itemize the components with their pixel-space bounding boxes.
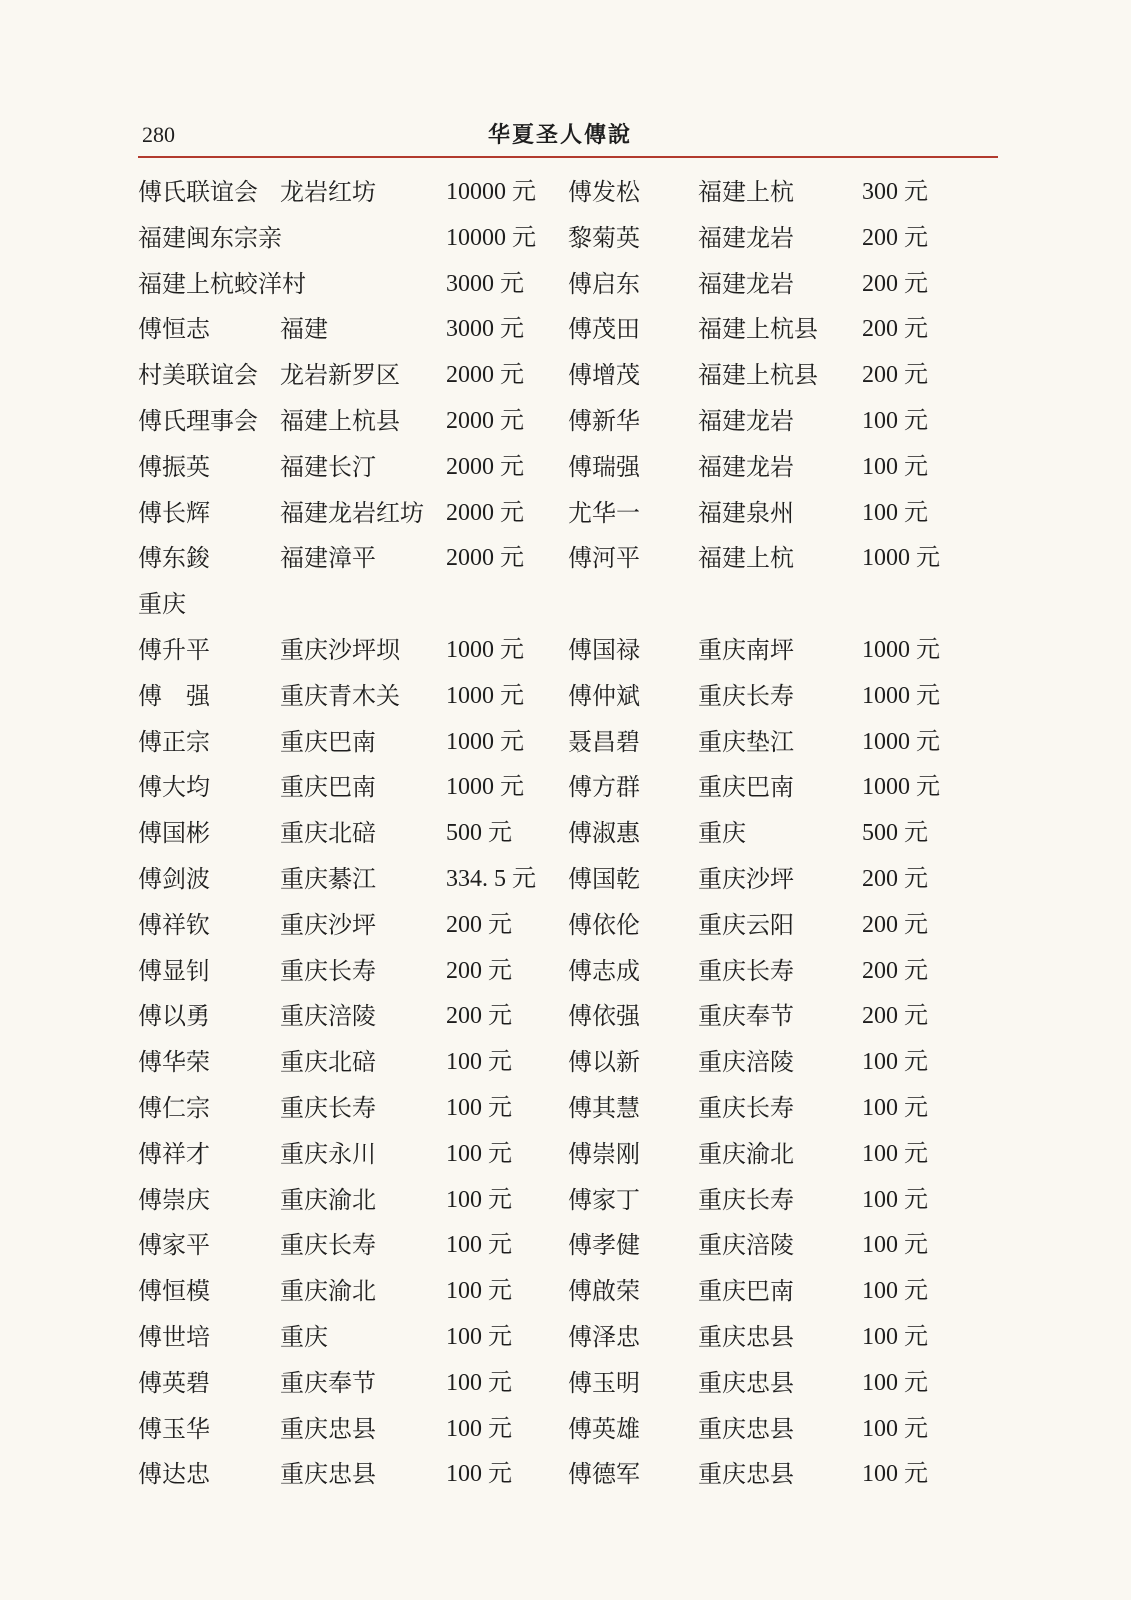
donation-amount: 1000 元 xyxy=(862,682,940,709)
donor-row xyxy=(138,767,998,813)
donor-row xyxy=(138,1180,998,1226)
donor-location: 福建龙岩 xyxy=(698,406,794,435)
donor-location: 重庆忠县 xyxy=(280,1414,376,1443)
donor-list xyxy=(138,172,998,1500)
donor-name: 村美联谊会 xyxy=(138,361,258,390)
donor-row xyxy=(138,1409,998,1455)
donor-location: 重庆 xyxy=(280,1322,328,1351)
donor-name: 傅玉明 xyxy=(568,1368,640,1397)
donation-amount: 2000 元 xyxy=(446,545,524,572)
donor-name: 傅东鋑 xyxy=(138,544,210,573)
donor-row xyxy=(138,172,998,218)
donor-name: 傅氏联谊会 xyxy=(138,178,258,206)
donation-amount: 100 元 xyxy=(862,407,928,434)
donor-name: 傅淑惠 xyxy=(568,819,640,848)
donor-location: 福建泉州 xyxy=(698,498,794,527)
donor-row xyxy=(138,1225,998,1271)
donor-location: 重庆沙坪 xyxy=(698,864,794,893)
donor-location: 重庆长寿 xyxy=(698,681,794,710)
donor-name: 傅依强 xyxy=(568,1002,640,1031)
donor-location: 重庆渝北 xyxy=(698,1139,794,1168)
donor-location: 重庆巴南 xyxy=(698,1277,794,1306)
donor-row xyxy=(138,859,998,905)
donation-amount: 2000 元 xyxy=(446,453,524,480)
donation-amount: 100 元 xyxy=(446,1232,512,1259)
donation-amount: 100 元 xyxy=(446,1140,512,1167)
donation-amount: 200 元 xyxy=(862,865,928,892)
donation-amount: 200 元 xyxy=(862,911,928,938)
donor-location: 重庆长寿 xyxy=(698,1185,794,1214)
donation-amount: 100 元 xyxy=(862,1461,928,1488)
donation-amount: 100 元 xyxy=(862,499,928,526)
donation-amount: 100 元 xyxy=(862,1278,928,1305)
donation-amount: 100 元 xyxy=(446,1186,512,1213)
donation-amount: 1000 元 xyxy=(446,728,524,755)
donor-location: 重庆长寿 xyxy=(280,956,376,985)
page-header xyxy=(138,112,998,160)
donor-row xyxy=(138,1134,998,1180)
donor-location: 重庆沙坪 xyxy=(280,910,376,939)
donor-name: 傅崇刚 xyxy=(568,1139,640,1168)
donor-row xyxy=(138,218,998,264)
donor-row xyxy=(138,1317,998,1363)
donor-name: 傅方群 xyxy=(568,773,640,802)
donation-amount: 100 元 xyxy=(446,1094,512,1121)
donor-name: 傅河平 xyxy=(568,544,640,573)
donor-row xyxy=(138,1454,998,1500)
donation-amount: 200 元 xyxy=(862,224,928,251)
donor-name: 傅家丁 xyxy=(568,1185,640,1214)
donor-name: 傅 强 xyxy=(138,681,210,710)
donation-amount: 200 元 xyxy=(862,1003,928,1030)
donation-amount: 100 元 xyxy=(862,1232,928,1259)
donor-row xyxy=(138,1363,998,1409)
donor-name: 傅德军 xyxy=(568,1460,640,1489)
donor-location: 重庆 xyxy=(698,819,746,848)
donor-name: 傅氏理事会 xyxy=(138,406,258,435)
donor-row xyxy=(138,309,998,355)
donation-amount: 200 元 xyxy=(862,957,928,984)
donor-name: 傅启东 xyxy=(568,269,640,298)
donation-amount: 100 元 xyxy=(446,1278,512,1305)
donor-location: 重庆长寿 xyxy=(280,1231,376,1260)
donor-row xyxy=(138,676,998,722)
donor-name: 傅新华 xyxy=(568,406,640,435)
donor-name: 傅升平 xyxy=(138,635,210,664)
donor-name: 傅显钊 xyxy=(138,956,210,985)
donor-name: 傅恒模 xyxy=(138,1277,210,1306)
donor-location: 重庆北碚 xyxy=(280,1048,376,1077)
donor-name: 傅达忠 xyxy=(138,1460,210,1489)
donor-name: 傅长辉 xyxy=(138,498,210,527)
donor-row xyxy=(138,1088,998,1134)
donor-name: 傅依伦 xyxy=(568,910,640,939)
donor-location: 重庆忠县 xyxy=(698,1460,794,1489)
donation-amount: 100 元 xyxy=(862,1186,928,1213)
donor-location: 重庆巴南 xyxy=(280,773,376,802)
donation-amount: 100 元 xyxy=(862,453,928,480)
donor-row xyxy=(138,538,998,584)
donation-amount: 1000 元 xyxy=(862,545,940,572)
donor-location: 重庆涪陵 xyxy=(280,1002,376,1031)
donor-row xyxy=(138,813,998,859)
donor-name: 傅大均 xyxy=(138,773,210,802)
donor-name: 傅祥钦 xyxy=(138,910,210,939)
donation-amount: 100 元 xyxy=(862,1415,928,1442)
page-number: 280 xyxy=(142,122,175,147)
donor-name: 福建闽东宗亲 xyxy=(138,223,282,252)
donor-name: 傅家平 xyxy=(138,1231,210,1260)
donor-name: 黎菊英 xyxy=(568,223,640,252)
donation-amount: 100 元 xyxy=(862,1094,928,1121)
donor-location: 福建上杭 xyxy=(698,178,794,206)
donation-amount: 3000 元 xyxy=(446,316,524,343)
donor-location: 福建上杭县 xyxy=(698,315,818,344)
donor-name: 傅以新 xyxy=(568,1048,640,1077)
donor-row xyxy=(138,355,998,401)
donor-location: 重庆垫江 xyxy=(698,727,794,756)
donation-amount: 200 元 xyxy=(862,316,928,343)
donor-location: 福建长汀 xyxy=(280,452,376,481)
donor-name: 傅华荣 xyxy=(138,1048,210,1077)
donor-name: 傅茂田 xyxy=(568,315,640,344)
donor-location: 重庆长寿 xyxy=(698,1093,794,1122)
donor-name: 傅英雄 xyxy=(568,1414,640,1443)
donor-name: 傅仲斌 xyxy=(568,681,640,710)
chongqing-section xyxy=(138,630,998,1500)
donor-location: 重庆云阳 xyxy=(698,910,794,939)
donor-location: 福建龙岩红坊 xyxy=(280,498,424,527)
donor-location: 重庆长寿 xyxy=(698,956,794,985)
donation-amount: 10000 元 xyxy=(446,224,536,251)
donor-name: 傅崇庆 xyxy=(138,1185,210,1214)
donor-row xyxy=(138,905,998,951)
donor-name: 傅其慧 xyxy=(568,1093,640,1122)
donor-location: 重庆涪陵 xyxy=(698,1048,794,1077)
donor-row xyxy=(138,493,998,539)
donation-amount: 300 元 xyxy=(862,179,928,205)
donor-name: 傅振英 xyxy=(138,452,210,481)
donor-row xyxy=(138,1042,998,1088)
donor-name: 傅祥才 xyxy=(138,1139,210,1168)
donor-location: 龙岩红坊 xyxy=(280,178,376,206)
donor-name: 傅剑波 xyxy=(138,864,210,893)
donation-amount: 500 元 xyxy=(446,820,512,847)
book-title: 华夏圣人傳說 xyxy=(488,122,633,148)
donor-location: 重庆长寿 xyxy=(280,1093,376,1122)
donor-name: 傅国乾 xyxy=(568,864,640,893)
header-rule xyxy=(138,156,998,158)
donor-location: 重庆渝北 xyxy=(280,1277,376,1306)
donor-row xyxy=(138,996,998,1042)
donation-amount: 100 元 xyxy=(862,1140,928,1167)
donation-amount: 100 元 xyxy=(446,1461,512,1488)
donor-location: 重庆渝北 xyxy=(280,1185,376,1214)
donation-amount: 1000 元 xyxy=(862,728,940,755)
donor-location: 重庆忠县 xyxy=(698,1368,794,1397)
donation-amount: 200 元 xyxy=(862,270,928,297)
donation-amount: 200 元 xyxy=(446,957,512,984)
donor-location: 重庆奉节 xyxy=(698,1002,794,1031)
donor-name: 傅啟荣 xyxy=(568,1277,640,1306)
donation-amount: 100 元 xyxy=(446,1049,512,1076)
donor-name: 傅英碧 xyxy=(138,1368,210,1397)
donor-row xyxy=(138,264,998,310)
donor-location: 重庆綦江 xyxy=(280,864,376,893)
donation-amount: 100 元 xyxy=(862,1049,928,1076)
donor-location: 福建漳平 xyxy=(280,544,376,573)
donor-name: 傅仁宗 xyxy=(138,1093,210,1122)
donor-name: 尤华一 xyxy=(568,498,640,527)
donor-name: 福建上杭蛟洋村 xyxy=(138,269,306,298)
donor-name: 傅以勇 xyxy=(138,1002,210,1031)
donor-name: 傅孝健 xyxy=(568,1231,640,1260)
donor-row xyxy=(138,401,998,447)
donor-location: 福建上杭县 xyxy=(698,361,818,390)
donor-location: 福建 xyxy=(280,315,328,344)
donation-amount: 100 元 xyxy=(862,1369,928,1396)
donation-amount: 10000 元 xyxy=(446,179,536,205)
donation-amount: 500 元 xyxy=(862,820,928,847)
donor-name: 聂昌碧 xyxy=(568,727,640,756)
section-title-chongqing: 重庆 xyxy=(138,590,186,619)
donation-amount: 1000 元 xyxy=(446,774,524,801)
donation-amount: 200 元 xyxy=(446,911,512,938)
donor-location: 重庆沙坪坝 xyxy=(280,635,400,664)
donation-amount: 1000 元 xyxy=(862,774,940,801)
donor-row xyxy=(138,722,998,768)
donor-location: 重庆青木关 xyxy=(280,681,400,710)
donor-location: 重庆巴南 xyxy=(280,727,376,756)
donation-amount: 2000 元 xyxy=(446,362,524,389)
donation-amount: 100 元 xyxy=(446,1369,512,1396)
donation-amount: 100 元 xyxy=(446,1415,512,1442)
donor-location: 重庆北碚 xyxy=(280,819,376,848)
donor-location: 福建龙岩 xyxy=(698,269,794,298)
donor-row xyxy=(138,447,998,493)
donor-location: 福建上杭县 xyxy=(280,406,400,435)
donor-name: 傅国彬 xyxy=(138,819,210,848)
donor-location: 重庆永川 xyxy=(280,1139,376,1168)
donor-name: 傅恒志 xyxy=(138,315,210,344)
donor-name: 傅正宗 xyxy=(138,727,210,756)
donor-name: 傅发松 xyxy=(568,178,640,206)
donor-name: 傅志成 xyxy=(568,956,640,985)
donor-row xyxy=(138,951,998,997)
section-heading-row xyxy=(138,584,998,630)
donor-row xyxy=(138,1271,998,1317)
donation-amount: 1000 元 xyxy=(446,636,524,663)
donor-location: 重庆忠县 xyxy=(698,1414,794,1443)
fujian-section xyxy=(138,172,998,584)
donation-amount: 334. 5 元 xyxy=(446,865,536,892)
donor-location: 重庆忠县 xyxy=(280,1460,376,1489)
donor-location: 重庆南坪 xyxy=(698,635,794,664)
donor-name: 傅增茂 xyxy=(568,361,640,390)
donor-location: 龙岩新罗区 xyxy=(280,361,400,390)
donor-name: 傅玉华 xyxy=(138,1414,210,1443)
donor-location: 重庆涪陵 xyxy=(698,1231,794,1260)
donor-location: 福建龙岩 xyxy=(698,452,794,481)
donation-amount: 1000 元 xyxy=(446,682,524,709)
donor-name: 傅国禄 xyxy=(568,635,640,664)
donor-name: 傅世培 xyxy=(138,1322,210,1351)
donation-amount: 3000 元 xyxy=(446,270,524,297)
donor-location: 重庆奉节 xyxy=(280,1368,376,1397)
donation-amount: 1000 元 xyxy=(862,636,940,663)
donor-location: 重庆巴南 xyxy=(698,773,794,802)
donation-amount: 100 元 xyxy=(446,1323,512,1350)
donation-amount: 200 元 xyxy=(862,362,928,389)
donor-name: 傅瑞强 xyxy=(568,452,640,481)
donor-location: 福建上杭 xyxy=(698,544,794,573)
donor-location: 重庆忠县 xyxy=(698,1322,794,1351)
donation-amount: 2000 元 xyxy=(446,499,524,526)
donor-location: 福建龙岩 xyxy=(698,223,794,252)
donor-name: 傅泽忠 xyxy=(568,1322,640,1351)
donation-amount: 200 元 xyxy=(446,1003,512,1030)
donation-amount: 100 元 xyxy=(862,1323,928,1350)
donation-amount: 2000 元 xyxy=(446,407,524,434)
donor-row xyxy=(138,630,998,676)
